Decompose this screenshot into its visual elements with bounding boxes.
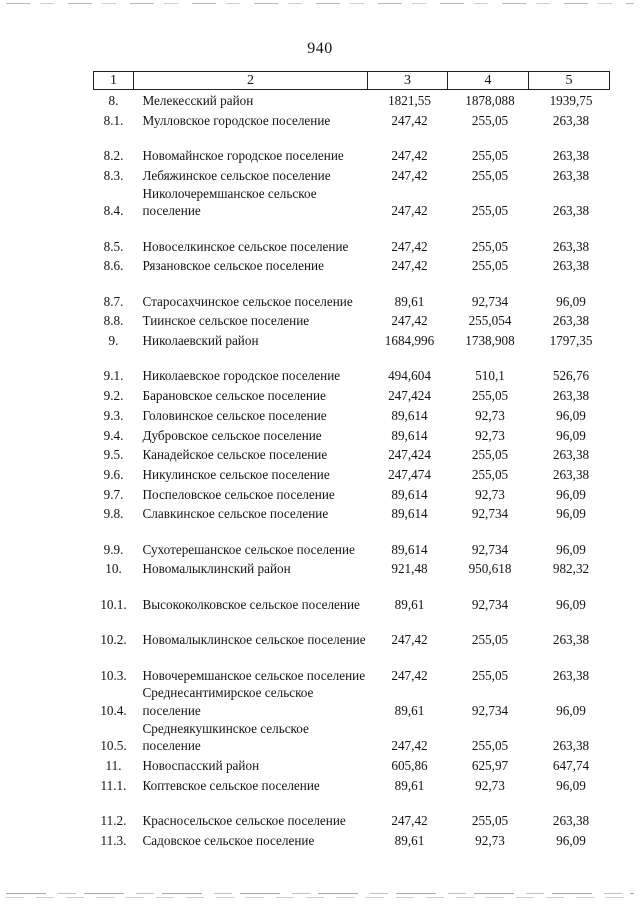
header-col-1: 1 — [94, 72, 134, 90]
table-row — [94, 330, 610, 350]
row-value-col5: 263,38 — [552, 167, 590, 183]
row-number: 11.1. — [100, 777, 127, 793]
row-value-col3: 247,424 — [388, 447, 431, 463]
row-value-col5: 263,38 — [552, 148, 590, 164]
row-number: 8.8. — [103, 313, 124, 329]
row-value-col5: 263,38 — [552, 632, 590, 648]
table-row — [94, 649, 610, 684]
row-value-col4: 255,05 — [471, 466, 509, 482]
row-name: Новоспасский район — [142, 758, 260, 774]
row-name: Никулинское сельское поселение — [142, 466, 330, 482]
row-value-col4: 255,05 — [471, 238, 509, 254]
row-value-col3: 605,86 — [391, 758, 428, 774]
row-number: 8.2. — [103, 148, 124, 164]
row-name: Новомалыклинский район — [142, 561, 291, 577]
row-value-col4: 92,73 — [475, 832, 505, 848]
row-value-col5: 526,76 — [552, 368, 590, 384]
row-name: Новомалыклинское сельское поселение — [142, 632, 366, 648]
row-value-col4: 255,05 — [471, 167, 509, 183]
row-value-col3: 247,42 — [391, 813, 428, 829]
row-value-col3: 247,42 — [391, 148, 428, 164]
row-value-col5: 96,09 — [556, 506, 586, 522]
row-number: 8. — [108, 93, 119, 109]
row-number: 8.1. — [103, 112, 124, 128]
row-name: Барановское сельское поселение — [142, 388, 326, 404]
row-number: 10.4. — [100, 702, 127, 718]
row-number: 9.7. — [103, 486, 124, 502]
table-row — [94, 385, 610, 405]
row-value-col4: 92,734 — [471, 541, 509, 557]
row-value-col3: 89,61 — [394, 293, 425, 309]
header-col-3: 3 — [368, 72, 448, 90]
row-value-col4: 92,73 — [475, 777, 505, 793]
row-number: 8.4. — [103, 203, 124, 219]
row-name: Лебяжинское сельское поселение — [142, 167, 331, 183]
row-value-col4: 255,05 — [471, 813, 509, 829]
row-value-col3: 247,42 — [391, 313, 428, 329]
row-value-col4: 255,05 — [471, 738, 509, 754]
row-name: Мулловское городское поселение — [142, 112, 331, 128]
row-name: Высококолковское сельское поселение — [142, 596, 360, 612]
row-value-col3: 1684,996 — [384, 333, 435, 349]
row-name: Новочеремшанское сельское поселение — [142, 667, 366, 683]
table-row — [94, 503, 610, 523]
table-row — [94, 184, 610, 219]
table-row — [94, 405, 610, 425]
row-number: 9.3. — [103, 407, 124, 423]
row-value-col3: 247,42 — [391, 112, 428, 128]
header-row — [94, 72, 610, 90]
row-name: Николаевский район — [142, 333, 259, 349]
table-row — [94, 720, 610, 755]
row-value-col5: 96,09 — [556, 596, 586, 612]
scan-edge-top — [6, 3, 634, 4]
row-number: 9.1. — [103, 368, 124, 384]
row-number: 9.9. — [103, 541, 124, 557]
row-value-col3: 89,614 — [391, 506, 428, 522]
row-number: 9.4. — [103, 427, 124, 443]
row-number: 9.2. — [103, 388, 124, 404]
row-value-col5: 263,38 — [552, 738, 590, 754]
row-value-col3: 247,424 — [388, 388, 431, 404]
row-number: 10.2. — [100, 632, 127, 648]
row-value-col4: 255,054 — [468, 313, 512, 329]
row-value-col5: 1939,75 — [549, 93, 593, 109]
row-value-col3: 89,61 — [394, 777, 425, 793]
row-value-col3: 247,42 — [391, 667, 428, 683]
row-value-col5: 96,09 — [556, 407, 586, 423]
row-value-col4: 950,618 — [468, 561, 512, 577]
row-name: Славкинское сельское поселение — [142, 506, 329, 522]
table-row — [94, 523, 610, 558]
row-value-col5: 96,09 — [556, 541, 586, 557]
table-row — [94, 275, 610, 310]
table-row — [94, 578, 610, 613]
row-value-col4: 92,73 — [475, 427, 505, 443]
table-row — [94, 794, 610, 829]
row-number: 11.2. — [100, 813, 127, 829]
row-value-col3: 247,42 — [391, 632, 428, 648]
row-value-col3: 89,61 — [394, 832, 425, 848]
table-row — [94, 830, 610, 850]
table-row — [94, 255, 610, 275]
row-value-col3: 247,42 — [391, 738, 428, 754]
row-name: Сухотерешанское сельское поселение — [142, 541, 355, 557]
row-value-col3: 247,42 — [391, 203, 428, 219]
row-number: 9. — [108, 333, 119, 349]
row-value-col3: 247,42 — [391, 258, 428, 274]
table-body — [94, 90, 610, 850]
row-value-col4: 255,05 — [471, 112, 509, 128]
row-value-col3: 89,61 — [394, 702, 425, 718]
table-row — [94, 484, 610, 504]
row-value-col5: 982,32 — [552, 561, 590, 577]
row-value-col5: 647,74 — [552, 758, 590, 774]
row-name: Николаевское городское поселение — [142, 368, 341, 384]
row-name: Рязановское сельское поселение — [142, 258, 324, 274]
table-row — [94, 110, 610, 130]
row-number: 10.5. — [100, 738, 127, 754]
row-name: Красносельское сельское поселение — [142, 813, 346, 829]
row-value-col5: 263,38 — [552, 388, 590, 404]
page-number: 940 — [307, 40, 333, 57]
table-row — [94, 220, 610, 255]
row-value-col5: 263,38 — [552, 238, 590, 254]
row-name: Среднесантимирское сельское поселение — [142, 685, 314, 718]
row-value-col3: 247,42 — [391, 167, 428, 183]
row-name: Николочеремшанское сельское поселение — [142, 185, 317, 219]
table-row — [94, 90, 610, 110]
row-value-col3: 494,604 — [388, 368, 431, 384]
row-value-col4: 255,05 — [471, 203, 509, 219]
table-row — [94, 558, 610, 578]
data-table — [93, 71, 610, 849]
row-value-col5: 96,09 — [556, 486, 586, 502]
scan-edge-bottom — [6, 893, 634, 894]
table-row — [94, 350, 610, 385]
row-name: Тиинское сельское поселение — [142, 313, 310, 329]
row-name: Садовское сельское поселение — [142, 832, 315, 848]
row-value-col4: 625,97 — [471, 758, 509, 774]
scan-edge-bottom-secondary — [6, 897, 634, 898]
row-value-col5: 263,38 — [552, 447, 590, 463]
row-number: 8.7. — [103, 293, 124, 309]
row-name: Головинское сельское поселение — [142, 407, 327, 423]
table-row — [94, 775, 610, 795]
row-name: Коптевское сельское поселение — [142, 777, 320, 793]
row-value-col3: 1821,55 — [388, 93, 431, 109]
header-col-2: 2 — [134, 72, 368, 90]
header-col-5: 5 — [529, 72, 610, 90]
table-row — [94, 129, 610, 164]
row-value-col4: 255,05 — [471, 632, 509, 648]
row-value-col3: 921,48 — [391, 561, 428, 577]
row-value-col3: 89,61 — [394, 596, 425, 612]
row-value-col5: 263,38 — [552, 258, 590, 274]
table-row — [94, 464, 610, 484]
row-number: 8.6. — [103, 258, 124, 274]
row-value-col4: 255,05 — [471, 667, 509, 683]
row-value-col5: 263,38 — [552, 313, 590, 329]
row-value-col4: 92,734 — [471, 293, 509, 309]
row-value-col5: 263,38 — [552, 466, 590, 482]
row-number: 10.1. — [100, 596, 127, 612]
row-value-col3: 89,614 — [391, 486, 428, 502]
row-name: Мелекесский район — [142, 93, 254, 109]
row-name: Новоселкинское сельское поселение — [142, 238, 349, 254]
row-value-col5: 263,38 — [552, 813, 590, 829]
row-value-col4: 510,1 — [475, 368, 505, 384]
row-value-col5: 263,38 — [552, 667, 590, 683]
row-value-col5: 96,09 — [556, 293, 586, 309]
row-value-col4: 92,73 — [475, 486, 505, 502]
row-value-col5: 263,38 — [552, 203, 590, 219]
header-col-4: 4 — [448, 72, 529, 90]
row-number: 9.5. — [103, 447, 124, 463]
table-row — [94, 424, 610, 444]
row-value-col5: 96,09 — [556, 702, 586, 718]
table-row — [94, 755, 610, 775]
row-value-col4: 92,734 — [471, 506, 509, 522]
row-value-col4: 92,734 — [471, 596, 509, 612]
row-value-col5: 96,09 — [556, 427, 586, 443]
table-row — [94, 310, 610, 330]
row-number: 11.3. — [100, 832, 127, 848]
row-value-col3: 247,42 — [391, 238, 428, 254]
row-value-col3: 247,474 — [388, 466, 431, 482]
row-number: 10. — [105, 561, 122, 577]
row-name: Дубровское сельское поселение — [142, 427, 322, 443]
table-header — [94, 72, 610, 90]
row-name: Новомайнское городское поселение — [142, 148, 344, 164]
row-value-col4: 1738,908 — [465, 333, 515, 349]
row-value-col3: 89,614 — [391, 427, 428, 443]
row-number: 10.3. — [100, 667, 127, 683]
table-row — [94, 613, 610, 648]
row-value-col3: 89,614 — [391, 407, 428, 423]
row-name: Поспеловское сельское поселение — [142, 486, 335, 502]
table-row — [94, 444, 610, 464]
row-value-col3: 89,614 — [391, 541, 428, 557]
row-number: 11. — [105, 758, 122, 774]
row-value-col4: 1878,088 — [465, 93, 515, 109]
row-value-col5: 263,38 — [552, 112, 590, 128]
row-name: Среднеякушкинское сельское поселение — [142, 720, 309, 754]
table-row — [94, 165, 610, 185]
row-value-col5: 96,09 — [556, 832, 586, 848]
table-row — [94, 684, 610, 719]
row-number: 8.3. — [103, 167, 124, 183]
row-number: 9.8. — [103, 506, 124, 522]
row-value-col4: 255,05 — [471, 388, 509, 404]
row-value-col5: 1797,35 — [549, 333, 593, 349]
row-value-col5: 96,09 — [556, 777, 586, 793]
row-name: Канадейское сельское поселение — [142, 447, 328, 463]
row-value-col4: 92,734 — [471, 702, 509, 718]
row-number: 9.6. — [103, 466, 124, 482]
row-value-col4: 255,05 — [471, 148, 509, 164]
row-value-col4: 255,05 — [471, 447, 509, 463]
row-value-col4: 92,73 — [475, 407, 505, 423]
row-value-col4: 255,05 — [471, 258, 509, 274]
row-name: Старосахчинское сельское поселение — [142, 293, 353, 309]
row-number: 8.5. — [103, 238, 124, 254]
